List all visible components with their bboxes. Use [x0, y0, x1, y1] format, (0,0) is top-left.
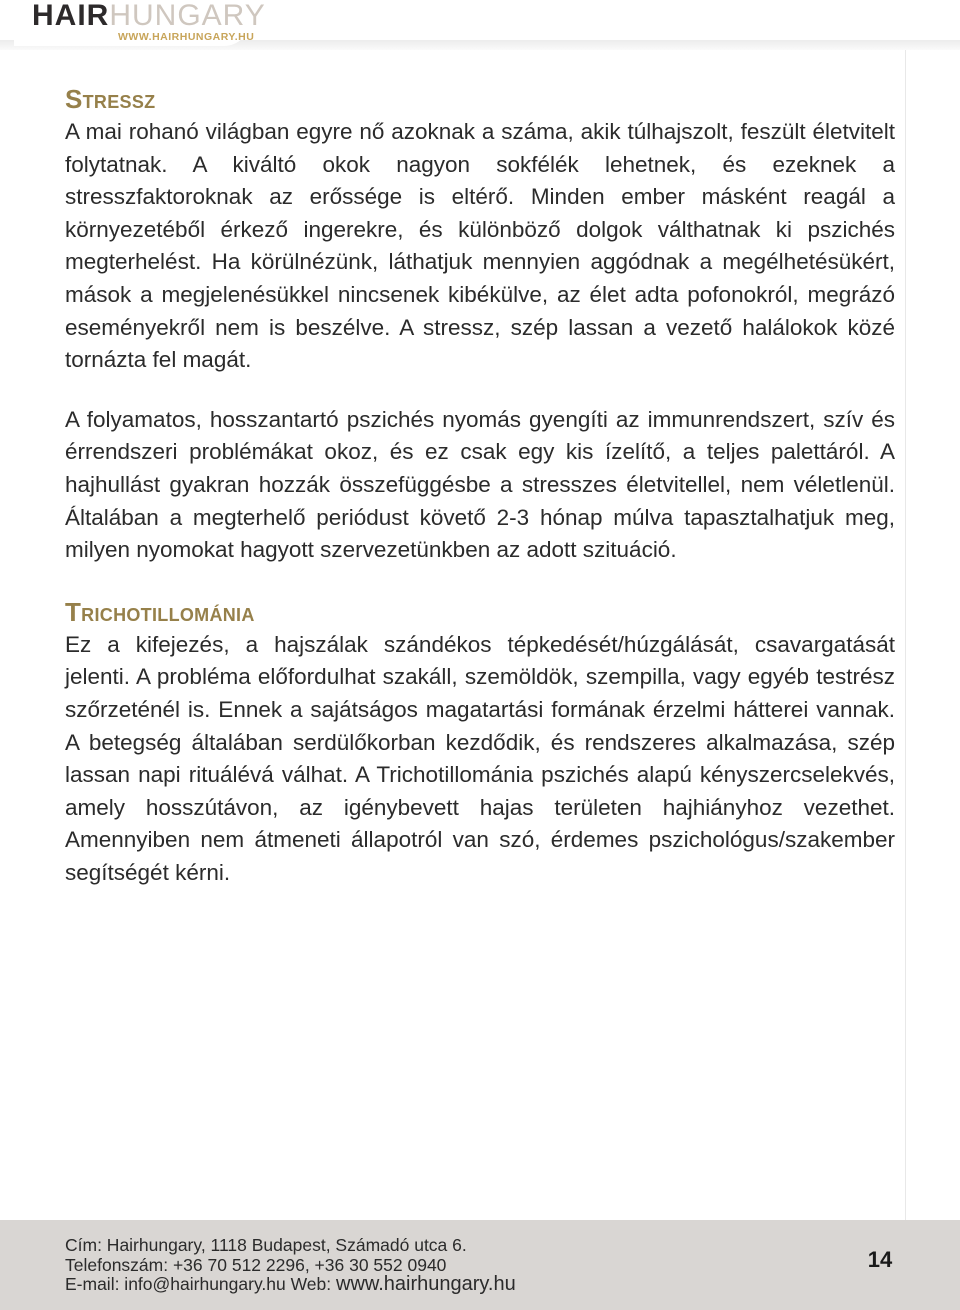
- paragraph: A mai rohanó világban egyre nő azoknak a száma, akik túlhajszolt, feszült életvitelt folytatnak. A kiváltó okok nagyon sokfélék lehetnek, és ezeknek a stresszfaktoroknak az erőssége is eltérő. Minden ember másként reagál a környezetéből érkező ingerekre, és különböző dolgok válthatnak ki pszichés megterhelést. Ha körülnézünk, láthatjuk mennyien aggódnak a megélhetésükért, mások a megjelenésükkel nincsenek kibékülve, az élet adta pofonokról, megrázó eseményekről nem is beszélve. A stressz, szép lassan a vezető halálokok közé tornázta fel magát.: [65, 119, 895, 373]
- section-title-stressz: Stressz: [65, 84, 156, 114]
- paragraph-gap: [65, 377, 895, 404]
- logo-wordmark: [32, 0, 266, 32]
- section-gap: [65, 567, 895, 595]
- paragraph: Ez a kifejezés, a hajszálak szándékos tépkedését/húzgálását, csavargatását jelenti. A probléma előfordulhat szakáll, szemöldök, szempilla, vagy egyéb testrész szőrzeténél is. Ennek a sajátságos magatartási formának érzelmi hátterei vannak. A betegség általában serdülőkorban kezdődik, és rendszeres alkalmazása, szép lassan napi rituálévá válhat. A Trichotillománia pszichés alapú kényszercselekvés, amely hosszútávon, az igénybevett hajas területen hajhiányhoz vezethet. Amennyiben nem átmeneti állapotról van szó, érdemes pszichológus/szakember segítségét kérni.: [65, 631, 895, 885]
- section-title-trichotillomania: Trichotillománia: [65, 596, 255, 627]
- footer-web-link[interactable]: www.hairhungary.hu: [336, 1273, 516, 1295]
- footer-address: Cím: Hairhungary, 1118 Budapest, Számadó utca 6.: [65, 1235, 467, 1255]
- page-footer: [0, 1220, 960, 1310]
- page-content: [65, 82, 895, 889]
- logo-url: WWW.HAIRHUNGARY.HU: [118, 31, 255, 43]
- logo: [14, 0, 266, 46]
- margin-rule: [905, 50, 906, 1220]
- logo-hair: HAIR: [32, 0, 110, 32]
- logo-hungary: HUNGARY: [109, 0, 266, 32]
- page-number: 14: [867, 1247, 893, 1272]
- footer-email: E-mail: info@hairhungary.hu Web:: [65, 1274, 336, 1294]
- paragraph: A folyamatos, hosszantartó pszichés nyomás gyengíti az immunrendszert, szív és érrendszeri problémákat okoz, és ez csak egy kis ízelítő, a teljes palettáról. A hajhullást gyakran hozzák összefüggésbe a stresszes életvitellel, nem véletlenül. Általában a megterhelő periódust követő 2-3 hónap múlva tapasztalhatjuk meg, milyen nyomokat hagyott szervezetünkben az adott szituáció.: [65, 406, 895, 563]
- footer-email-line: [65, 1275, 516, 1295]
- footer-phone: Telefonszám: +36 70 512 2296, +36 30 552 0940: [65, 1254, 447, 1275]
- footer-contact: [65, 1236, 516, 1295]
